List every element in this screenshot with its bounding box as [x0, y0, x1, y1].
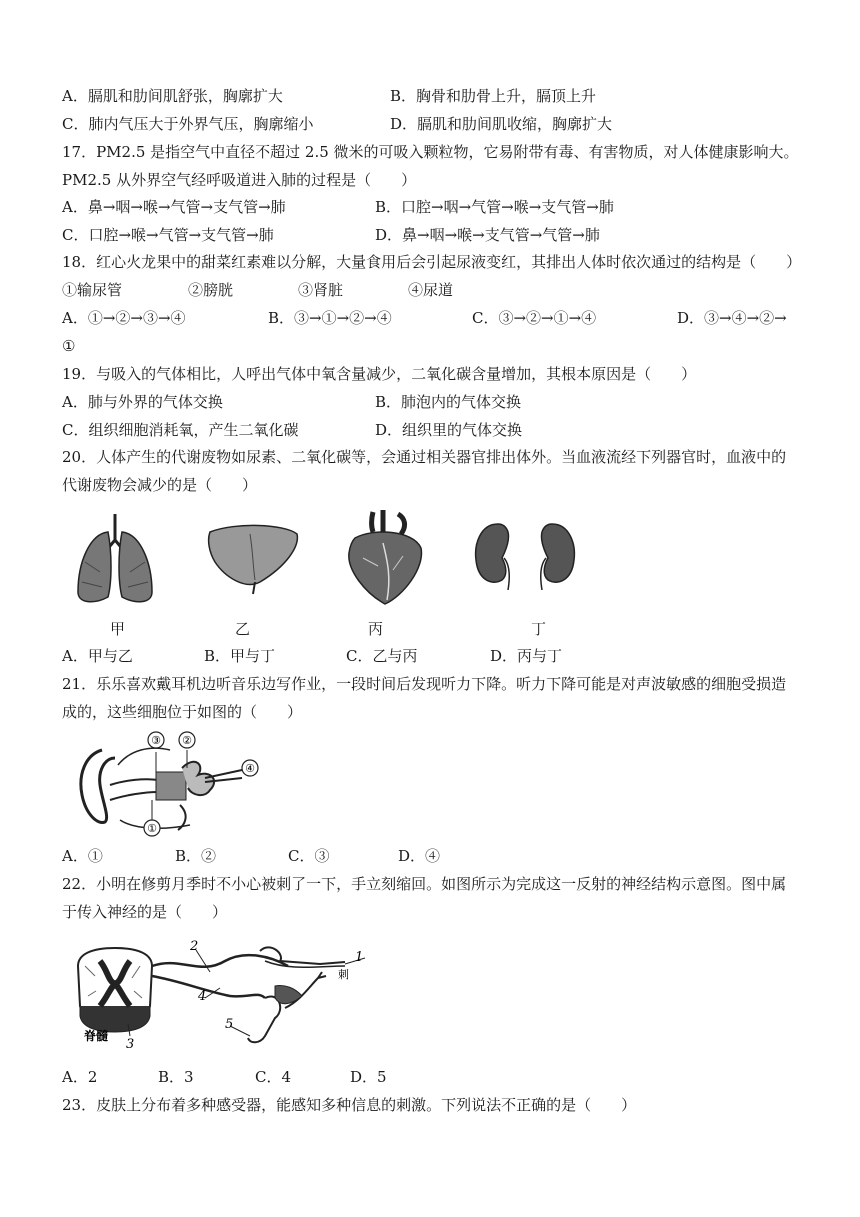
q21-option-b: B．② — [175, 847, 217, 865]
q18-option-a: A．①→②→③→④ — [62, 309, 186, 327]
liver-figure — [205, 522, 300, 597]
q16-option-c: C．肺内气压大于外界气压，胸廓缩小 — [62, 115, 314, 133]
ear-label-4: ④ — [245, 762, 255, 775]
organ-label-ding: 丁 — [531, 620, 547, 638]
q17-option-c: C．口腔→喉→气管→支气管→肺 — [62, 226, 274, 244]
q20-option-c: C．乙与丙 — [346, 647, 418, 665]
q21-stem-line1: 21．乐乐喜欢戴耳机边听音乐边写作业，一段时间后发现听力下降。听力下降可能是对声波敏感的细胞受损造 — [62, 675, 787, 693]
q18-item-4: ④尿道 — [408, 281, 454, 299]
q22-option-a: A．2 — [62, 1068, 98, 1086]
q19-option-a: A．肺与外界的气体交换 — [62, 393, 223, 411]
q16-option-a: A．膈肌和肋间肌舒张，胸廓扩大 — [62, 87, 283, 105]
heart-figure — [343, 508, 428, 608]
q21-option-c: C．③ — [288, 847, 330, 865]
q23-stem-line1: 23．皮肤上分布着多种感受器，能感知多种信息的刺激。下列说法不正确的是（ ） — [62, 1096, 637, 1114]
q17-stem-line2: PM2.5 从外界空气经呼吸道进入肺的过程是（ ） — [62, 171, 417, 189]
reflex-label-5: 5 — [225, 1017, 234, 1032]
kidneys-figure — [470, 520, 580, 590]
ear-figure — [70, 730, 270, 838]
q19-option-d: D．组织里的气体交换 — [375, 421, 523, 439]
organ-label-jia: 甲 — [110, 620, 126, 638]
q17-option-d: D．鼻→咽→喉→支气管→气管→肺 — [375, 226, 600, 244]
reflex-thorn-label: 刺 — [338, 968, 349, 981]
q18-option-b: B．③→①→②→④ — [268, 309, 392, 327]
ear-label-2: ② — [182, 734, 192, 747]
q18-item-2: ②膀胱 — [188, 281, 234, 299]
q17-option-b: B．口腔→咽→气管→喉→支气管→肺 — [375, 198, 614, 216]
reflex-label-2: 2 — [190, 939, 199, 954]
reflex-label-1: 1 — [355, 950, 364, 965]
q22-stem-line1: 22．小明在修剪月季时不小心被刺了一下，手立刻缩回。如图所示为完成这一反射的神经结构示意图。图中属 — [62, 875, 787, 893]
q18-option-d-continued: ① — [62, 337, 76, 355]
reflex-label-3: 3 — [126, 1037, 135, 1051]
q20-stem-line1: 20．人体产生的代谢废物如尿素、二氧化碳等，会通过相关器官排出体外。当血液流经下列器官时，血液中的 — [62, 448, 787, 466]
q20-option-d: D．丙与丁 — [490, 647, 563, 665]
q17-stem-line1: 17．PM2.5 是指空气中直径不超过 2.5 微米的可吸入颗粒物，它易附带有毒、有害物质，对人体健康影响大。 — [62, 143, 799, 161]
q20-option-b: B．甲与丁 — [204, 647, 276, 665]
q22-option-b: B．3 — [158, 1068, 194, 1086]
organ-label-bing: 丙 — [368, 620, 384, 638]
q19-option-c: C．组织细胞消耗氧，产生二氧化碳 — [62, 421, 299, 439]
reflex-label-4: 4 — [198, 989, 207, 1004]
q19-stem-line1: 19．与吸入的气体相比，人呼出气体中氧含量减少，二氧化碳含量增加，其根本原因是（ ） — [62, 365, 697, 383]
q22-option-d: D．5 — [350, 1068, 387, 1086]
q17-option-a: A．鼻→咽→喉→气管→支气管→肺 — [62, 198, 286, 216]
q22-option-c: C．4 — [255, 1068, 292, 1086]
q22-stem-line2: 于传入神经的是（ ） — [62, 903, 228, 921]
q18-item-3: ③肾脏 — [298, 281, 344, 299]
organ-label-yi: 乙 — [235, 620, 251, 638]
q16-option-d: D．膈肌和肋间肌收缩，胸廓扩大 — [390, 115, 613, 133]
q18-option-c: C．③→②→①→④ — [472, 309, 597, 327]
lungs-figure — [70, 512, 160, 607]
q21-option-d: D．④ — [398, 847, 441, 865]
reflex-arc-figure — [70, 936, 375, 1051]
q18-stem-line1: 18．红心火龙果中的甜菜红素难以分解，大量食用后会引起尿液变红，其排出人体时依次通过的结构是（ ） — [62, 253, 802, 271]
q21-stem-line2: 成的，这些细胞位于如图的（ ） — [62, 703, 303, 721]
q21-option-a: A．① — [62, 847, 103, 865]
reflex-spine-label: 脊髓 — [84, 1029, 109, 1043]
ear-label-3: ③ — [151, 734, 161, 747]
q19-option-b: B．肺泡内的气体交换 — [375, 393, 522, 411]
q20-option-a: A．甲与乙 — [62, 647, 133, 665]
ear-label-1: ① — [147, 822, 157, 835]
q18-item-1: ①输尿管 — [62, 281, 123, 299]
q18-option-d: D．③→④→②→ — [677, 309, 787, 327]
q20-stem-line2: 代谢废物会减少的是（ ） — [62, 476, 258, 494]
q16-option-b: B．胸骨和肋骨上升，膈顶上升 — [390, 87, 597, 105]
